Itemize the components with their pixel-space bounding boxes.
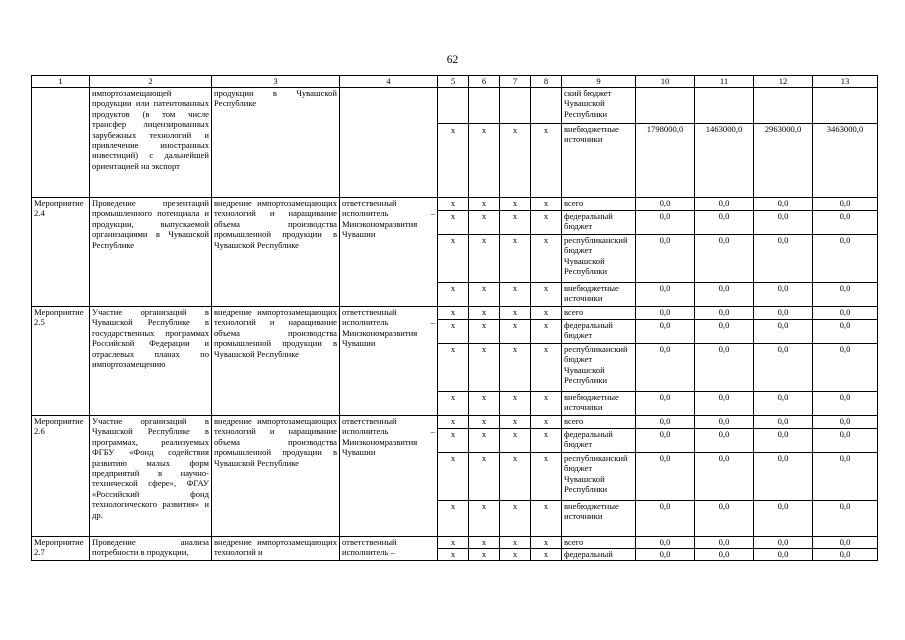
code-cell: х bbox=[469, 429, 500, 453]
measure-description-cell: Участие организаций в Чувашской Республике в программах, реализуемых ФГБУ «Фонд содействия развитию малых форм предприятий в научно-технической сфере», ФГАУ «Российский фонд технологического развития» и др. bbox=[90, 416, 212, 537]
code-cell bbox=[531, 88, 562, 124]
code-cell: х bbox=[438, 307, 469, 320]
executor-cell: ответственный исполнитель – Минэкономразвития Чувашии bbox=[340, 198, 438, 307]
funding-source-cell: республиканский бюджет Чувашской Республики bbox=[562, 344, 636, 392]
amount-cell: 0,0 bbox=[813, 429, 878, 453]
table-row bbox=[32, 198, 878, 211]
amount-cell: 0,0 bbox=[754, 344, 813, 392]
amount-cell: 0,0 bbox=[636, 344, 695, 392]
code-cell: х bbox=[469, 198, 500, 211]
amount-cell: 0,0 bbox=[636, 549, 695, 561]
code-cell: х bbox=[531, 198, 562, 211]
funding-source-cell: ский бюджет Чувашской Республики bbox=[562, 88, 636, 124]
measure-goal-cell: внедрение импортозамещающих технологий и наращивание объема производства промышленной продукции в Чувашской Республике bbox=[212, 198, 340, 307]
amount-cell: 0,0 bbox=[636, 235, 695, 283]
column-header-8: 8 bbox=[531, 76, 562, 88]
amount-cell: 0,0 bbox=[813, 198, 878, 211]
column-header-13: 13 bbox=[813, 76, 878, 88]
amount-cell: 0,0 bbox=[754, 283, 813, 307]
column-header-11: 11 bbox=[695, 76, 754, 88]
code-cell: х bbox=[438, 453, 469, 501]
header-row bbox=[32, 76, 878, 88]
column-header-2: 2 bbox=[90, 76, 212, 88]
amount-cell: 0,0 bbox=[695, 392, 754, 416]
amount-cell: 0,0 bbox=[813, 392, 878, 416]
executor-cell: ответственный исполнитель – bbox=[340, 537, 438, 561]
column-header-9: 9 bbox=[562, 76, 636, 88]
code-cell: х bbox=[469, 320, 500, 344]
amount-cell: 0,0 bbox=[636, 416, 695, 429]
code-cell: х bbox=[531, 235, 562, 283]
code-cell: х bbox=[531, 124, 562, 198]
executor-cell: ответственный исполнитель – Минэкономразвития Чувашии bbox=[340, 307, 438, 416]
code-cell: х bbox=[500, 235, 531, 283]
program-table bbox=[31, 75, 878, 561]
code-cell: х bbox=[438, 283, 469, 307]
code-cell: х bbox=[500, 283, 531, 307]
column-header-1: 1 bbox=[32, 76, 90, 88]
code-cell: х bbox=[438, 198, 469, 211]
funding-source-cell: всего bbox=[562, 307, 636, 320]
amount-cell: 0,0 bbox=[636, 320, 695, 344]
amount-cell: 0,0 bbox=[695, 211, 754, 235]
amount-cell bbox=[754, 88, 813, 124]
funding-source-cell: республиканский бюджет Чувашской Республики bbox=[562, 453, 636, 501]
amount-cell: 0,0 bbox=[813, 537, 878, 549]
amount-cell: 0,0 bbox=[754, 537, 813, 549]
amount-cell: 0,0 bbox=[754, 429, 813, 453]
funding-source-cell: федеральный бюджет bbox=[562, 320, 636, 344]
amount-cell: 0,0 bbox=[636, 501, 695, 537]
code-cell: х bbox=[469, 283, 500, 307]
measure-name-cell: Мероприятие 2.6 bbox=[32, 416, 90, 537]
column-header-10: 10 bbox=[636, 76, 695, 88]
code-cell: х bbox=[438, 124, 469, 198]
amount-cell: 0,0 bbox=[813, 344, 878, 392]
amount-cell: 0,0 bbox=[813, 501, 878, 537]
column-header-7: 7 bbox=[500, 76, 531, 88]
code-cell: х bbox=[438, 320, 469, 344]
amount-cell bbox=[695, 88, 754, 124]
measure-goal-cell: продукции в Чувашской Республике bbox=[212, 88, 340, 198]
amount-cell: 0,0 bbox=[754, 307, 813, 320]
code-cell: х bbox=[531, 537, 562, 549]
code-cell: х bbox=[469, 392, 500, 416]
table-row bbox=[32, 537, 878, 549]
code-cell: х bbox=[531, 283, 562, 307]
amount-cell bbox=[636, 88, 695, 124]
code-cell: х bbox=[531, 429, 562, 453]
column-header-12: 12 bbox=[754, 76, 813, 88]
page-number: 62 bbox=[446, 54, 459, 66]
amount-cell: 0,0 bbox=[813, 549, 878, 561]
code-cell: х bbox=[469, 307, 500, 320]
code-cell: х bbox=[531, 392, 562, 416]
amount-cell: 0,0 bbox=[813, 320, 878, 344]
funding-source-cell: федеральный bbox=[562, 549, 636, 561]
funding-source-cell: республиканский бюджет Чувашской Республики bbox=[562, 235, 636, 283]
code-cell: х bbox=[438, 211, 469, 235]
code-cell: х bbox=[500, 537, 531, 549]
amount-cell: 0,0 bbox=[813, 307, 878, 320]
amount-cell: 0,0 bbox=[695, 537, 754, 549]
amount-cell: 0,0 bbox=[636, 429, 695, 453]
code-cell: х bbox=[500, 549, 531, 561]
amount-cell: 0,0 bbox=[695, 307, 754, 320]
amount-cell: 0,0 bbox=[695, 501, 754, 537]
code-cell: х bbox=[531, 320, 562, 344]
amount-cell: 0,0 bbox=[754, 549, 813, 561]
measure-goal-cell: внедрение импортозамещающих технологий и наращивание объема производства промышленной продукции в Чувашской Республике bbox=[212, 307, 340, 416]
code-cell: х bbox=[469, 453, 500, 501]
amount-cell: 0,0 bbox=[813, 283, 878, 307]
measure-description-cell: импортозамещающей продукции или патентованных продуктов (в том числе трансфер лицензированных зарубежных технологий и привлечение иностранных инвестиций) с дальнейшей ориентацией на экспорт bbox=[90, 88, 212, 198]
funding-source-cell: федеральный бюджет bbox=[562, 429, 636, 453]
code-cell: х bbox=[500, 416, 531, 429]
measure-name-cell: Мероприятие 2.4 bbox=[32, 198, 90, 307]
table-row bbox=[32, 307, 878, 320]
code-cell: х bbox=[531, 549, 562, 561]
code-cell: х bbox=[469, 416, 500, 429]
amount-cell: 0,0 bbox=[695, 344, 754, 392]
measure-name-cell bbox=[32, 88, 90, 198]
code-cell: х bbox=[531, 344, 562, 392]
measure-name-cell: Мероприятие 2.7 bbox=[32, 537, 90, 561]
amount-cell: 0,0 bbox=[754, 211, 813, 235]
code-cell: х bbox=[500, 320, 531, 344]
amount-cell: 0,0 bbox=[636, 453, 695, 501]
measure-goal-cell: внедрение импортозамещающих технологий и bbox=[212, 537, 340, 561]
code-cell: х bbox=[531, 453, 562, 501]
funding-source-cell: всего bbox=[562, 416, 636, 429]
amount-cell: 0,0 bbox=[695, 235, 754, 283]
amount-cell: 0,0 bbox=[695, 429, 754, 453]
amount-cell: 0,0 bbox=[636, 307, 695, 320]
measure-description-cell: Проведение анализа потребности в продукции, bbox=[90, 537, 212, 561]
amount-cell bbox=[813, 88, 878, 124]
code-cell: х bbox=[438, 416, 469, 429]
amount-cell: 0,0 bbox=[754, 453, 813, 501]
measure-description-cell: Проведение презентаций промышленного потенциала и продукции, выпускаемой организациями в Чувашской Республике bbox=[90, 198, 212, 307]
executor-cell: ответственный исполнитель – Минэкономразвития Чувашии bbox=[340, 416, 438, 537]
code-cell: х bbox=[438, 235, 469, 283]
measure-goal-cell: внедрение импортозамещающих технологий и наращивание объема производства промышленной продукции в Чувашской Республике bbox=[212, 416, 340, 537]
funding-source-cell: внебюджетные источники bbox=[562, 501, 636, 537]
amount-cell: 0,0 bbox=[636, 392, 695, 416]
code-cell: х bbox=[500, 453, 531, 501]
code-cell: х bbox=[469, 537, 500, 549]
amount-cell: 0,0 bbox=[636, 198, 695, 211]
code-cell: х bbox=[500, 392, 531, 416]
code-cell: х bbox=[469, 211, 500, 235]
amount-cell: 1798000,0 bbox=[636, 124, 695, 198]
code-cell: х bbox=[531, 307, 562, 320]
code-cell: х bbox=[500, 211, 531, 235]
code-cell: х bbox=[500, 501, 531, 537]
amount-cell: 0,0 bbox=[813, 453, 878, 501]
code-cell: х bbox=[438, 501, 469, 537]
code-cell: х bbox=[500, 429, 531, 453]
amount-cell: 0,0 bbox=[695, 320, 754, 344]
column-header-4: 4 bbox=[340, 76, 438, 88]
code-cell bbox=[438, 88, 469, 124]
funding-source-cell: внебюджетные источники bbox=[562, 283, 636, 307]
funding-source-cell: внебюджетные источники bbox=[562, 392, 636, 416]
amount-cell: 0,0 bbox=[695, 283, 754, 307]
code-cell: х bbox=[469, 235, 500, 283]
code-cell: х bbox=[438, 392, 469, 416]
code-cell: х bbox=[469, 344, 500, 392]
code-cell: х bbox=[531, 416, 562, 429]
amount-cell: 0,0 bbox=[636, 211, 695, 235]
funding-source-cell: всего bbox=[562, 198, 636, 211]
column-header-3: 3 bbox=[212, 76, 340, 88]
amount-cell: 0,0 bbox=[695, 453, 754, 501]
code-cell: х bbox=[469, 549, 500, 561]
amount-cell: 0,0 bbox=[813, 416, 878, 429]
amount-cell: 0,0 bbox=[813, 211, 878, 235]
code-cell: х bbox=[469, 124, 500, 198]
funding-source-cell: всего bbox=[562, 537, 636, 549]
amount-cell: 0,0 bbox=[754, 416, 813, 429]
amount-cell: 0,0 bbox=[695, 416, 754, 429]
code-cell: х bbox=[438, 429, 469, 453]
amount-cell: 0,0 bbox=[695, 549, 754, 561]
table-row bbox=[32, 416, 878, 429]
executor-cell bbox=[340, 88, 438, 198]
amount-cell: 0,0 bbox=[754, 198, 813, 211]
code-cell: х bbox=[500, 124, 531, 198]
column-header-5: 5 bbox=[438, 76, 469, 88]
code-cell: х bbox=[438, 549, 469, 561]
funding-source-cell: внебюджетные источники bbox=[562, 124, 636, 198]
amount-cell: 0,0 bbox=[813, 235, 878, 283]
amount-cell: 0,0 bbox=[754, 235, 813, 283]
amount-cell: 0,0 bbox=[636, 537, 695, 549]
measure-description-cell: Участие организаций в Чувашской Республике в государственных программах Российской Федерации и отраслевых планах по импортозамещению bbox=[90, 307, 212, 416]
amount-cell: 0,0 bbox=[695, 198, 754, 211]
column-header-6: 6 bbox=[469, 76, 500, 88]
code-cell: х bbox=[438, 537, 469, 549]
amount-cell: 3463000,0 bbox=[813, 124, 878, 198]
amount-cell: 0,0 bbox=[754, 501, 813, 537]
code-cell bbox=[469, 88, 500, 124]
amount-cell: 2963000,0 bbox=[754, 124, 813, 198]
code-cell: х bbox=[500, 198, 531, 211]
amount-cell: 0,0 bbox=[754, 320, 813, 344]
code-cell: х bbox=[500, 307, 531, 320]
funding-source-cell: федеральный бюджет bbox=[562, 211, 636, 235]
code-cell: х bbox=[531, 501, 562, 537]
table-row bbox=[32, 88, 878, 124]
amount-cell: 0,0 bbox=[636, 283, 695, 307]
code-cell: х bbox=[531, 211, 562, 235]
code-cell: х bbox=[500, 344, 531, 392]
amount-cell: 0,0 bbox=[754, 392, 813, 416]
code-cell: х bbox=[438, 344, 469, 392]
code-cell: х bbox=[469, 501, 500, 537]
measure-name-cell: Мероприятие 2.5 bbox=[32, 307, 90, 416]
code-cell bbox=[500, 88, 531, 124]
amount-cell: 1463000,0 bbox=[695, 124, 754, 198]
